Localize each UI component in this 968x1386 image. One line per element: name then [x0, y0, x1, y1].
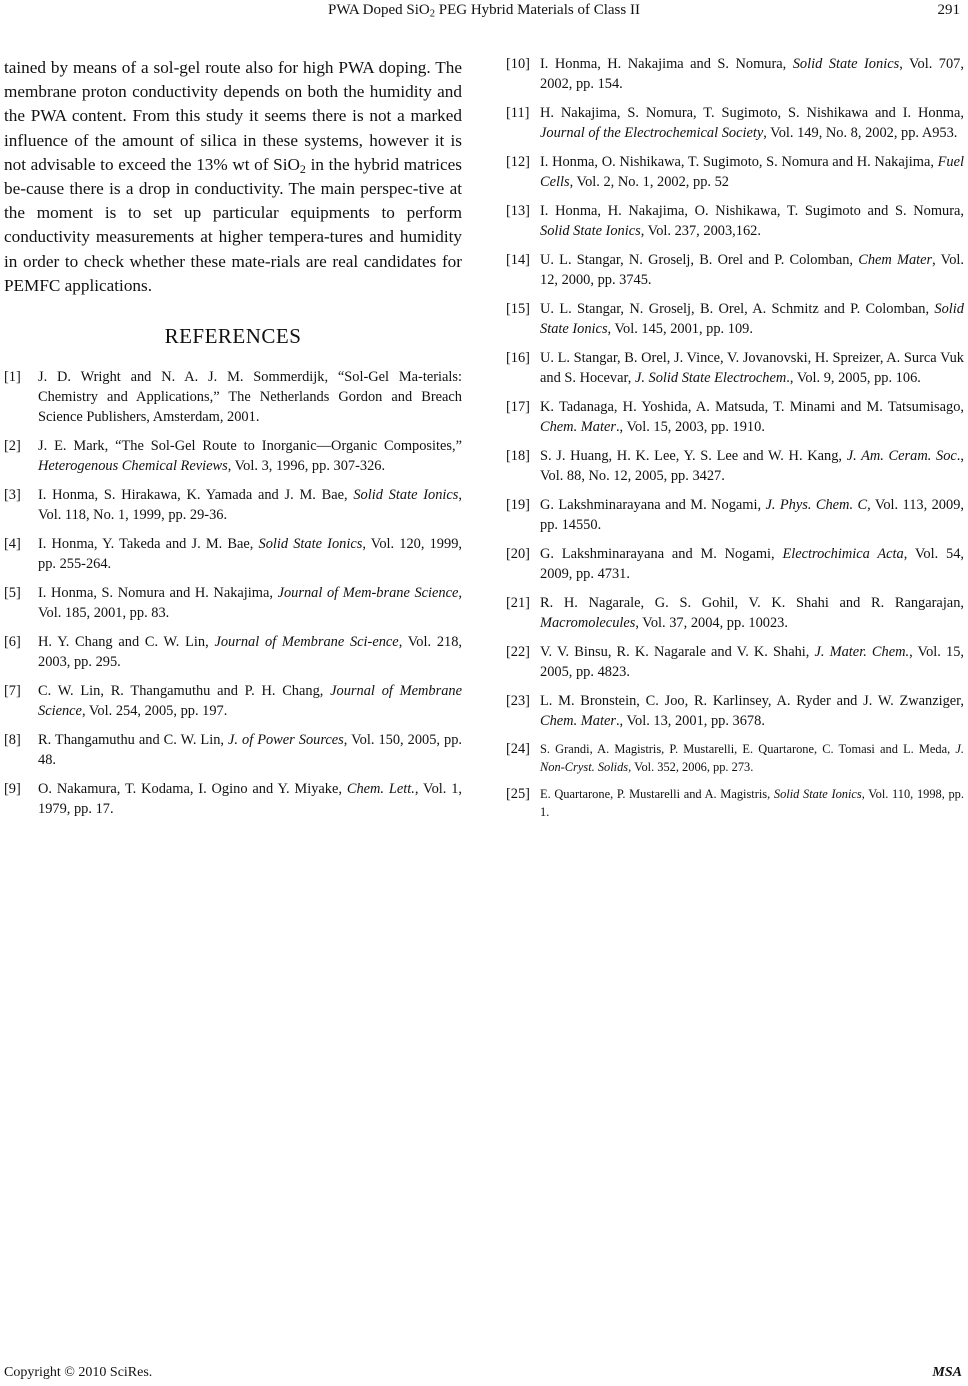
reference-number: [21] [506, 595, 530, 611]
reference-text: C. W. Lin, R. Thangamuthu and P. H. Chang, Journal of Membrane Science, Vol. 254, 2005, pp. 197. [38, 683, 463, 720]
reference-text: O. Nakamura, T. Kodama, I. Ogino and Y. Miyake, Chem. Lett., Vol. 1, 1979, pp. 17. [38, 781, 463, 818]
reference-number: [18] [506, 448, 530, 464]
reference-item [506, 299, 964, 339]
reference-text: J. D. Wright and N. A. J. M. Sommerdijk, “Sol-Gel Ma-terials: Chemistry and Applications,” The Netherlands Gordon and Breach Science Publishers, Amsterdam, 2001. [38, 369, 462, 426]
reference-number: [8] [4, 732, 21, 749]
page-number: 291 [937, 2, 960, 18]
running-title [0, 2, 968, 19]
body-text-subscript: 2 [299, 161, 306, 176]
body-paragraph [4, 56, 462, 298]
reference-item [4, 730, 462, 770]
reference-item [506, 740, 964, 776]
reference-text: K. Tadanaga, H. Yoshida, A. Matsuda, T. Minami and M. Tatsumisago, Chem. Mater., Vol. 15, 2003, pp. 1910. [540, 399, 964, 435]
reference-number: [19] [506, 497, 530, 513]
reference-number: [1] [4, 369, 21, 386]
reference-item [4, 485, 462, 525]
reference-text: H. Y. Chang and C. W. Lin, Journal of Membrane Sci-ence, Vol. 218, 2003, pp. 295. [38, 634, 463, 671]
reference-text: U. L. Stangar, N. Groselj, B. Orel and P. Colomban, Chem Mater, Vol. 12, 2000, pp. 3745. [540, 252, 964, 288]
reference-item [506, 544, 964, 584]
reference-number: [11] [506, 105, 530, 121]
reference-number: [10] [506, 56, 530, 72]
reference-item [506, 691, 964, 731]
reference-item [506, 201, 964, 241]
reference-text: U. L. Stangar, N. Groselj, B. Orel, A. Schmitz and P. Colomban, Solid State Ionics, Vol. 145, 2001, pp. 109. [540, 301, 964, 337]
reference-item [4, 681, 462, 721]
reference-number: [12] [506, 154, 530, 170]
reference-number: [2] [4, 438, 21, 455]
reference-item [506, 397, 964, 437]
reference-item [4, 367, 462, 427]
body-text-part-2: in the hybrid matrices be-cause there is a drop in conductivity. The main perspec-tive at the moment is to set up particular equipments to perform conductivity measurements at higher tempera-tures and humidity in order to check whether these mate-rials are real candidates for PEMFC applications. [4, 154, 462, 295]
reference-number: [6] [4, 634, 21, 651]
reference-number: [17] [506, 399, 530, 415]
reference-text: I. Honma, H. Nakajima, O. Nishikawa, T. Sugimoto and S. Nomura, Solid State Ionics, Vol. 237, 2003,162. [540, 203, 964, 239]
reference-item [506, 103, 964, 143]
reference-number: [7] [4, 683, 21, 700]
reference-item [506, 593, 964, 633]
reference-item [506, 495, 964, 535]
journal-abbreviation: MSA [932, 1365, 962, 1380]
reference-text: R. Thangamuthu and C. W. Lin, J. of Power Sources, Vol. 150, 2005, pp. 48. [38, 732, 463, 769]
right-column [506, 54, 964, 830]
copyright-notice: Copyright © 2010 SciRes. [4, 1365, 153, 1380]
reference-item [4, 583, 462, 623]
reference-number: [13] [506, 203, 530, 219]
reference-number: [22] [506, 644, 530, 660]
reference-number: [25] [506, 786, 530, 802]
reference-text: J. E. Mark, “The Sol-Gel Route to Inorganic—Organic Composites,” Heterogenous Chemical Reviews, Vol. 3, 1996, pp. 307-326. [38, 438, 462, 475]
reference-item [506, 348, 964, 388]
reference-item [4, 534, 462, 574]
page-header [0, 0, 968, 24]
references-heading: REFERENCES [164, 324, 302, 349]
reference-text: S. Grandi, A. Magistris, P. Mustarelli, E. Quartarone, C. Tomasi and L. Meda, J. Non-Cryst. Solids, Vol. 352, 2006, pp. 273. [540, 742, 964, 774]
reference-text: I. Honma, S. Nomura and H. Nakajima, Journal of Mem-brane Science, Vol. 185, 2001, pp. 83. [38, 585, 462, 622]
reference-text: I. Honma, H. Nakajima and S. Nomura, Solid State Ionics, Vol. 707, 2002, pp. 154. [540, 56, 964, 92]
reference-number: [14] [506, 252, 530, 268]
reference-text: H. Nakajima, S. Nomura, T. Sugimoto, S. Nishikawa and I. Honma, Journal of the Electrochemical Society, Vol. 149, No. 8, 2002, pp. A953. [540, 105, 964, 141]
reference-number: [15] [506, 301, 530, 317]
reference-text: I. Honma, O. Nishikawa, T. Sugimoto, S. Nomura and H. Nakajima, Fuel Cells, Vol. 2, No. 1, 2002, pp. 52 [540, 154, 964, 190]
reference-number: [4] [4, 536, 21, 553]
reference-item [506, 446, 964, 486]
reference-text: U. L. Stangar, B. Orel, J. Vince, V. Jovanovski, H. Spreizer, A. Surca Vuk and S. Hocevar, J. Solid State Electrochem., Vol. 9, 2005, pp. 106. [540, 350, 964, 386]
reference-item [4, 632, 462, 672]
reference-number: [23] [506, 693, 530, 709]
reference-text: E. Quartarone, P. Mustarelli and A. Magistris, Solid State Ionics, Vol. 110, 1998, pp. 1. [540, 787, 964, 819]
reference-number: [5] [4, 585, 21, 602]
body-text-part-1: tained by means of a sol-gel route also for high PWA doping. The membrane proton conductivity depends on both the humidity and the PWA content. From this study it seems there is not a marked influence of the amount of silica in these systems, however it is not advisable to exceed the 13% wt of SiO [4, 58, 462, 174]
reference-text: R. H. Nagarale, G. S. Gohil, V. K. Shahi and R. Rangarajan, Macromolecules, Vol. 37, 2004, pp. 10023. [540, 595, 964, 631]
reference-item [4, 779, 462, 819]
reference-number: [20] [506, 546, 530, 562]
reference-item [506, 642, 964, 682]
reference-text: G. Lakshminarayana and M. Nogami, J. Phys. Chem. C, Vol. 113, 2009, pp. 14550. [540, 497, 964, 533]
reference-item [506, 54, 964, 94]
running-title-prefix: PWA Doped SiO [328, 2, 430, 18]
reference-text: G. Lakshminarayana and M. Nogami, Electrochimica Acta, Vol. 54, 2009, pp. 4731. [540, 546, 964, 582]
reference-number: [9] [4, 781, 21, 798]
reference-item [506, 785, 964, 821]
running-title-subscript: 2 [429, 8, 435, 20]
left-column [4, 56, 462, 828]
reference-text: L. M. Bronstein, C. Joo, R. Karlinsey, A. Ryder and J. W. Zwanziger, Chem. Mater., Vol. 13, 2001, pp. 3678. [540, 693, 964, 729]
reference-item [4, 436, 462, 476]
reference-number: [3] [4, 487, 21, 504]
reference-text: V. V. Binsu, R. K. Nagarale and V. K. Shahi, J. Mater. Chem., Vol. 15, 2005, pp. 4823. [540, 644, 964, 680]
reference-text: I. Honma, S. Hirakawa, K. Yamada and J. M. Bae, Solid State Ionics, Vol. 118, No. 1, 1999, pp. 29-36. [38, 487, 462, 524]
reference-number: [16] [506, 350, 530, 366]
reference-number: [24] [506, 741, 530, 757]
running-title-suffix: PEG Hybrid Materials of Class II [434, 2, 640, 18]
page-footer [0, 1365, 968, 1385]
reference-text: S. J. Huang, H. K. Lee, Y. S. Lee and W. H. Kang, J. Am. Ceram. Soc., Vol. 88, No. 12, 2005, pp. 3427. [540, 448, 964, 484]
reference-item [506, 152, 964, 192]
reference-item [506, 250, 964, 290]
reference-text: I. Honma, Y. Takeda and J. M. Bae, Solid State Ionics, Vol. 120, 1999, pp. 255-264. [38, 536, 462, 573]
